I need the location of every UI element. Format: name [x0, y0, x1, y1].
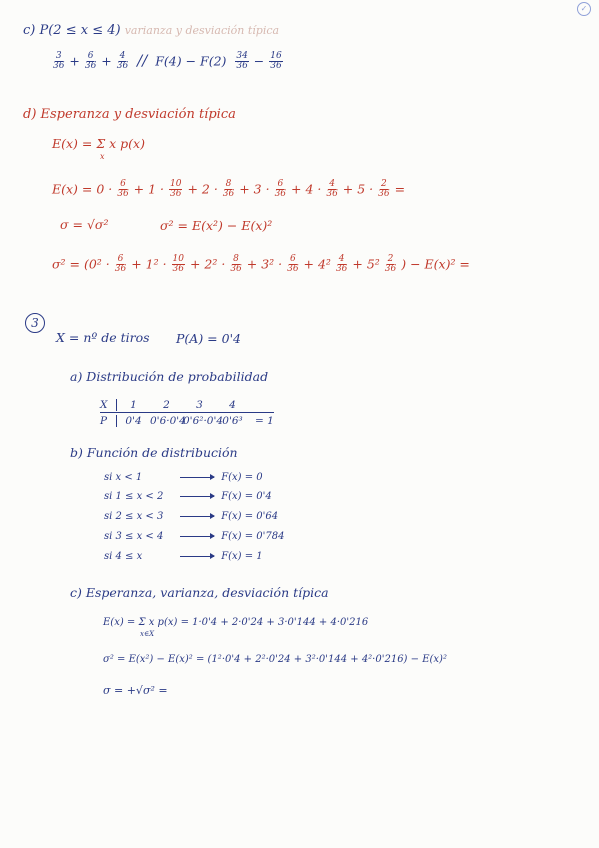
table-sum: = 1: [255, 414, 274, 427]
ex3-expectation: E(x) = Σ x p(x) = 1·0'4 + 2·0'24 + 3·0'144 + 4·0'216: [103, 617, 369, 628]
ex3-a-header: a) Distribución de probabilidad: [70, 369, 269, 384]
fraction: $\frac{6}{36}$: [117, 179, 129, 200]
arrow-right-icon: [180, 516, 214, 517]
distribution-row: si 1 ≤ x < 2 F(x) = 0'4: [104, 491, 272, 502]
fraction: $\frac{6}{36}$: [274, 179, 287, 200]
probability-table: [100, 397, 274, 428]
d-variance-calc: σ² = (0² · $\frac{6}{36}$ + 1² · $\frac{10}{36}$ + 2² · $\frac{8}{36}$ + 3² · $\frac{6}{36}$ + 4² $\frac{4}{36}$ + 5² $\frac{2}{36}$ ) − E(x)² =: [52, 254, 470, 275]
d-sigma-def: σ = √σ²: [60, 217, 109, 232]
table-row: P 0'4 0'6·0'4 0'6²·0'4 0'6³ = 1: [100, 414, 274, 427]
fraction: $\frac{10}{36}$: [170, 179, 182, 200]
ex3-variance: σ² = E(x²) − E(x)² = (1²·0'4 + 2²·0'24 + 3²·0'144 + 4²·0'216) − E(x)²: [103, 654, 447, 665]
arrow-right-icon: [180, 496, 214, 497]
d-header: d) Esperanza y desviación típica: [23, 107, 236, 122]
ex3-definition: X = nº de tiros: [56, 330, 150, 345]
fraction: $\frac{4}{36}$: [116, 51, 129, 72]
arrow-right-icon: [180, 556, 214, 557]
distribution-row: si x < 1 F(x) = 0: [104, 472, 263, 483]
fraction: $\frac{4}{36}$: [335, 254, 348, 275]
distribution-row: si 2 ≤ x < 3 F(x) = 0'64: [104, 511, 279, 522]
arrow-right-icon: [180, 477, 214, 478]
ex3-b-header: b) Función de distribución: [70, 445, 238, 460]
fraction: $\frac{16}{36}$: [270, 51, 282, 72]
fraction: $\frac{34}{36}$: [236, 51, 248, 72]
d-sum-subscript: x: [100, 152, 105, 161]
fraction: $\frac{10}{36}$: [172, 254, 184, 275]
exercise-number: 3: [25, 313, 45, 333]
ex3-c-header: c) Esperanza, varianza, desviación típica: [70, 585, 329, 600]
table-head-row: X 1 2 3 4: [100, 397, 274, 413]
d-variance-def: σ² = E(x²) − E(x)²: [160, 218, 273, 233]
ex3-sigma: σ = +√σ² =: [103, 684, 168, 697]
c-header-faded: varianza y desviación típica: [124, 24, 280, 37]
fraction: $\frac{6}{36}$: [84, 51, 97, 72]
d-expectation-calc: E(x) = 0 · $\frac{6}{36}$ + 1 · $\frac{10}{36}$ + 2 · $\frac{8}{36}$ + 3 · $\frac{6}{36}$ + 4 · $\frac{4}{36}$ + 5 · $\frac{2}{36}$ =: [52, 179, 406, 200]
fraction: $\frac{8}{36}$: [222, 179, 235, 200]
fraction: $\frac{2}{36}$: [384, 254, 397, 275]
arrow-right-icon: [180, 536, 214, 537]
fraction: $\frac{6}{36}$: [287, 254, 299, 275]
c-expression: $\frac{3}{36}$ + $\frac{6}{36}$ + $\frac{4}{36}$ // F(4) − F(2) $\frac{34}{36}$ − $\frac{16}{36}$: [53, 51, 282, 72]
d-expectation-def: E(x) = Σ x p(x): [52, 136, 145, 151]
check-mark-icon: ✓: [577, 2, 591, 16]
fraction: $\frac{6}{36}$: [114, 254, 127, 275]
c-cond: F(4) − F(2): [155, 53, 227, 69]
fraction: $\frac{2}{36}$: [378, 179, 390, 200]
fraction: $\frac{4}{36}$: [326, 179, 338, 200]
fraction: $\frac{3}{36}$: [53, 51, 65, 72]
distribution-row: si 3 ≤ x < 4 F(x) = 0'784: [104, 531, 285, 542]
ex3-sum-subscript: x∈X: [140, 630, 155, 638]
ex3-probability: P(A) = 0'4: [176, 331, 241, 346]
c-header: [23, 24, 279, 37]
fraction: $\frac{8}{36}$: [230, 254, 242, 275]
distribution-row: si 4 ≤ x F(x) = 1: [104, 551, 263, 562]
separator-mark: //: [137, 51, 148, 70]
c-header-label: c) P(2 ≤ x ≤ 4): [23, 23, 121, 38]
